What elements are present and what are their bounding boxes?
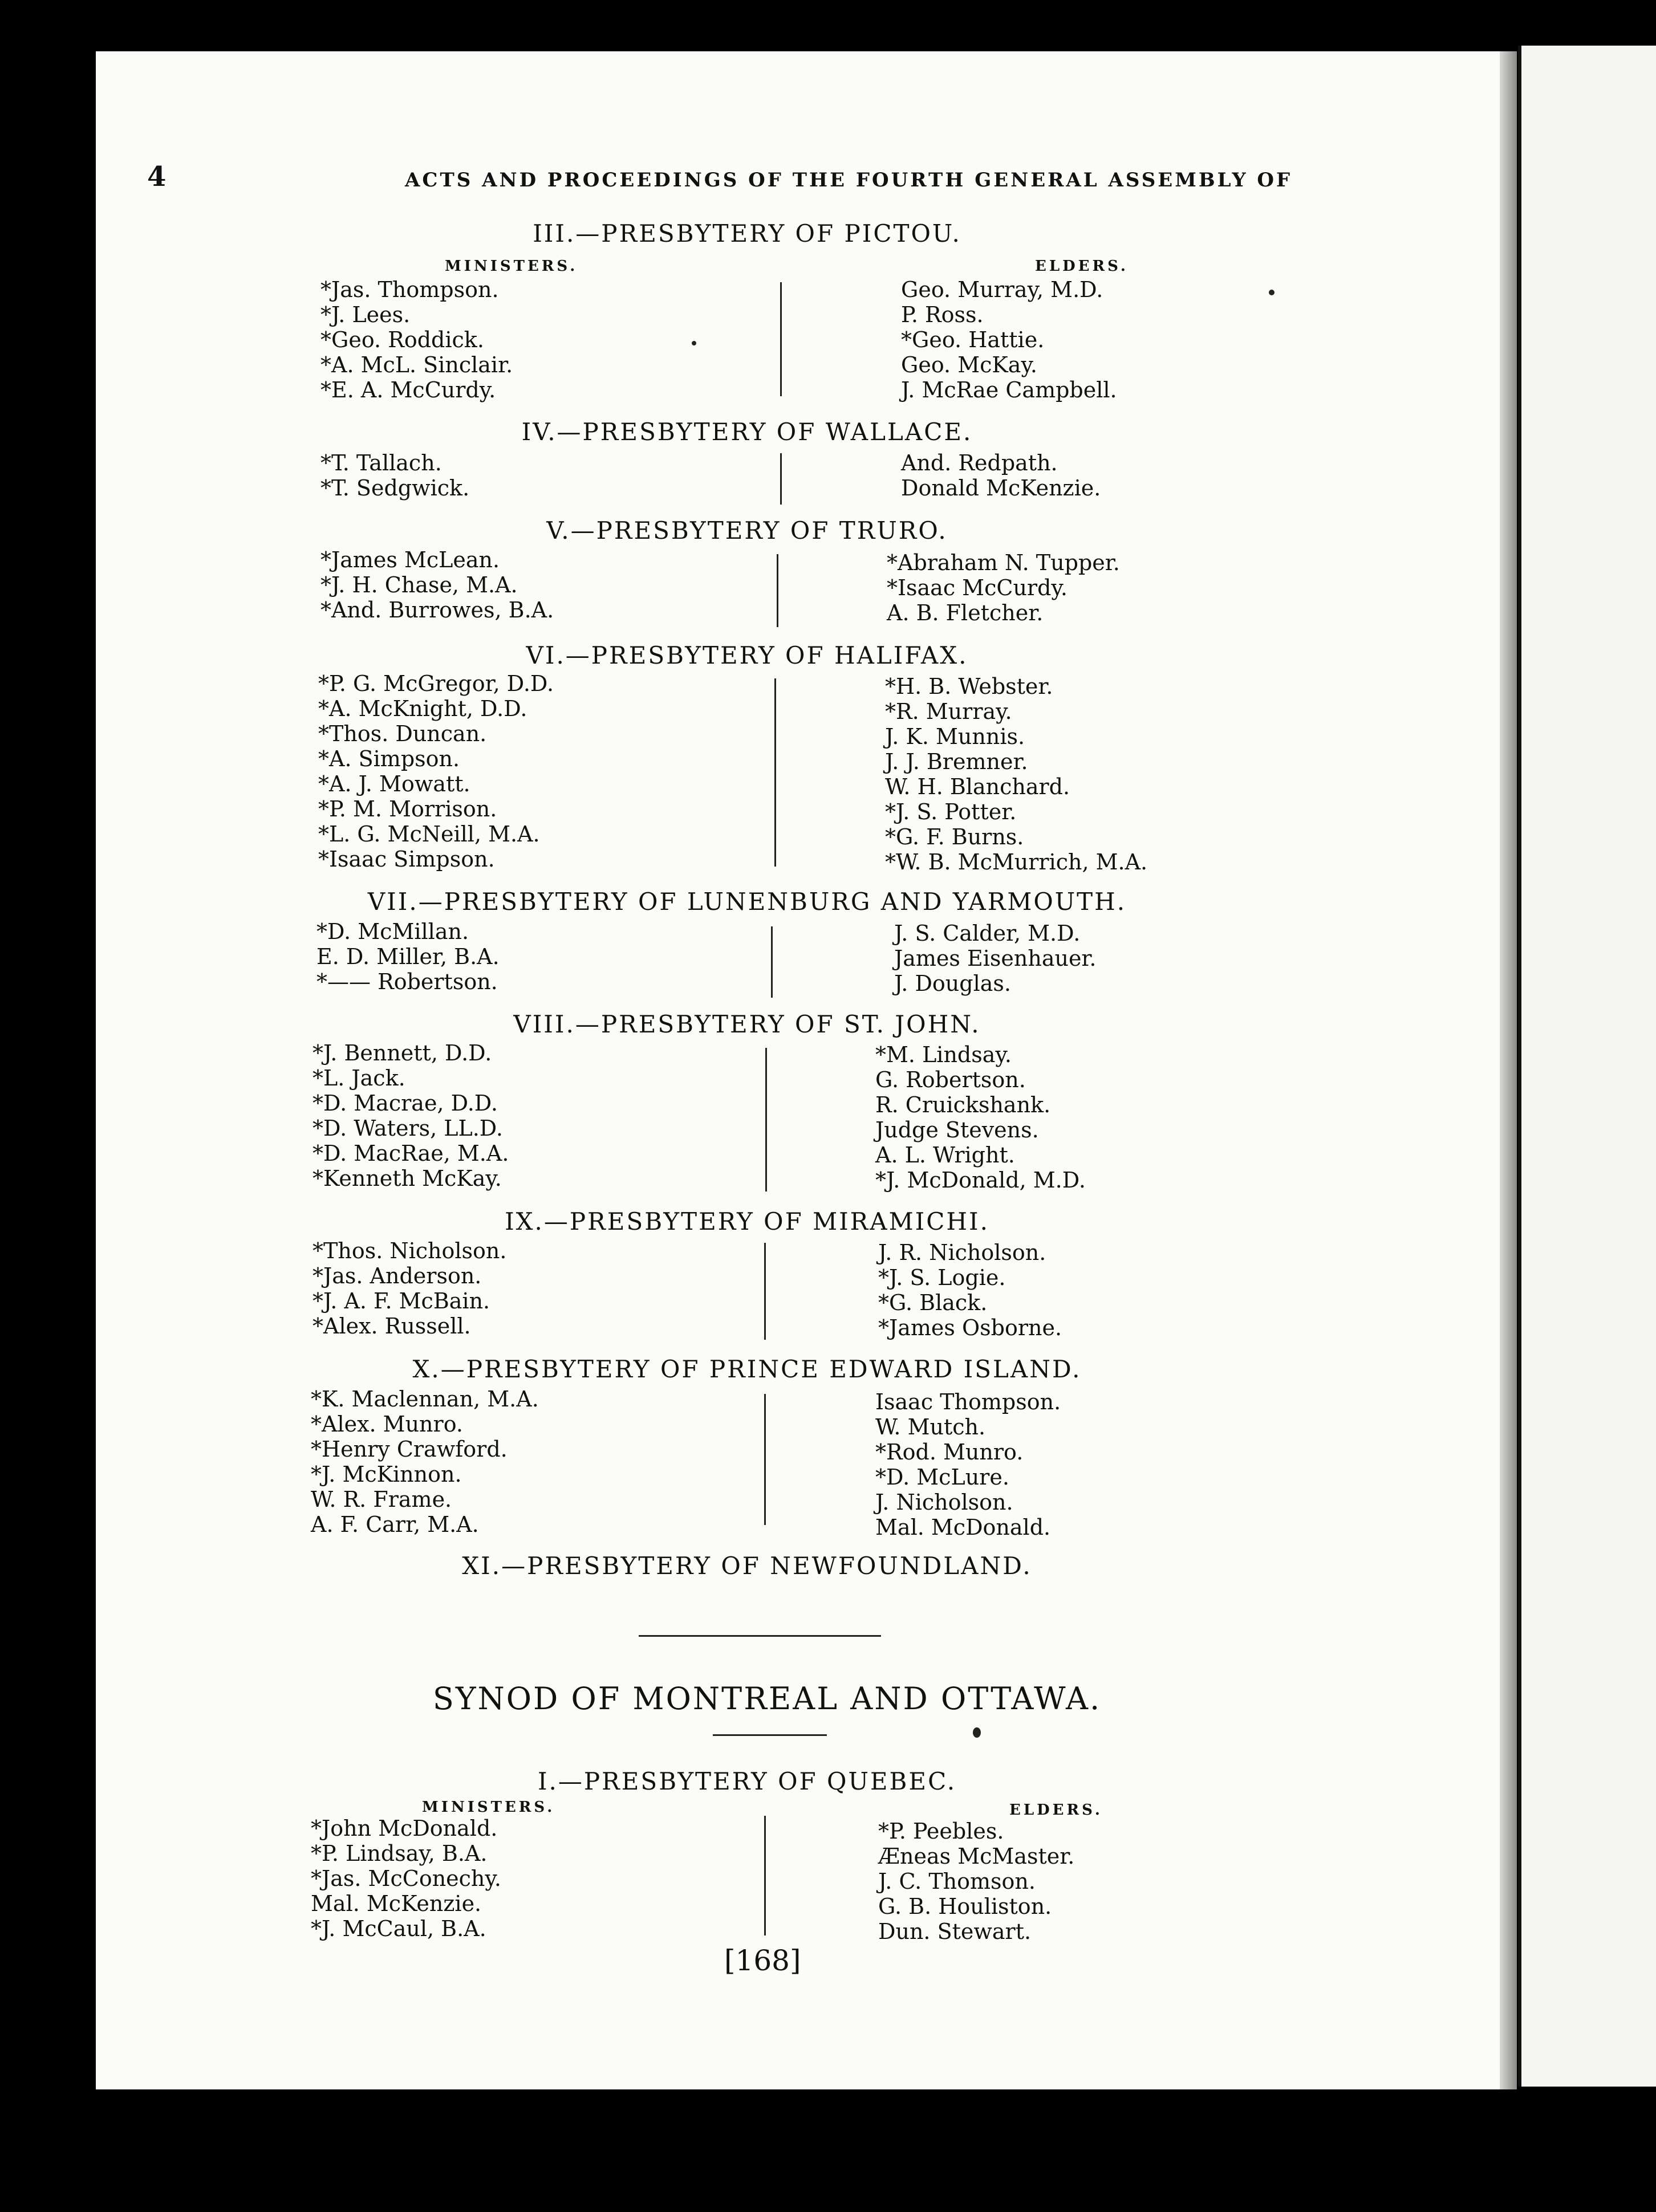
minister-name: *J. Bennett, D.D. [312,1040,492,1066]
elders-list [878,1240,1062,1340]
synod-title-rule [713,1734,827,1736]
minister-name: *D. Waters, LL.D. [312,1116,504,1141]
minister-name: E. D. Miller, B.A. [316,944,500,969]
minister-name: *—— Robertson. [316,969,498,994]
minister-name: A. F. Carr, M.A. [311,1512,479,1537]
elder-name: P. Ross. [901,302,984,327]
elder-name: J. Nicholson. [875,1490,1013,1515]
ministers-list [320,547,554,623]
minister-name: *D. McMillan. [316,919,469,944]
column-divider [780,282,782,396]
minister-name: *T. Tallach. [320,450,442,475]
elder-name: J. R. Nicholson. [878,1240,1046,1265]
elder-name: *P. Peebles. [878,1819,1004,1844]
column-divider [764,1243,766,1340]
elder-name: Judge Stevens. [875,1117,1039,1142]
signature-mark: [168] [724,1944,801,1977]
elder-name: Geo. McKay. [901,352,1037,377]
elders-list [875,1042,1086,1193]
minister-name: *Thos. Duncan. [318,721,487,746]
elder-name: *J. S. Logie. [878,1265,1006,1290]
elder-name: *Rod. Munro. [875,1440,1024,1465]
facing-page [1521,46,1656,2087]
elder-name: G. Robertson. [875,1067,1026,1092]
elder-name: *J. McDonald, M.D. [875,1168,1086,1193]
minister-name: *James McLean. [320,547,500,572]
minister-name: *John McDonald. [311,1816,498,1841]
elder-name: *M. Lindsay. [875,1042,1012,1067]
minister-name: *J. McKinnon. [311,1462,462,1487]
minister-name: *Isaac Simpson. [318,847,495,872]
minister-name: *P. M. Morrison. [318,796,497,822]
minister-name: *Alex. Munro. [311,1412,463,1437]
elder-name: *Isaac McCurdy. [887,575,1068,600]
elders-list [887,550,1120,625]
synod-title: SYNOD OF MONTREAL AND OTTAWA. [432,1681,1102,1717]
minister-name: *A. Simpson. [318,746,460,771]
column-divider [764,1816,766,1936]
elders-heading: ELDERS. [1035,258,1129,275]
elder-name: J. McRae Campbell. [901,377,1117,402]
column-divider [774,678,776,867]
elder-name: Æneas McMaster. [878,1844,1075,1869]
elder-name: G. B. Houliston. [878,1894,1052,1919]
elder-name: A. L. Wright. [875,1142,1015,1168]
minister-name: *K. Maclennan, M.A. [311,1386,539,1412]
running-head: ACTS AND PROCEEDINGS OF THE FOURTH GENERAL ASSEMBLY OF [405,169,1293,192]
column-divider [780,453,782,505]
ministers-heading: MINISTERS. [445,258,578,275]
elders-heading: ELDERS. [1009,1802,1103,1819]
elder-name: J. Douglas. [894,971,1011,996]
minister-name: *Jas. Thompson. [320,277,499,302]
minister-name: *Jas. Anderson. [312,1263,482,1288]
ministers-heading: MINISTERS. [422,1799,555,1816]
elder-name: And. Redpath. [901,450,1058,475]
minister-name: *Geo. Roddick. [320,327,484,352]
elders-list [885,674,1147,875]
ministers-list [312,1238,506,1339]
scan-speck [1269,290,1275,295]
minister-name: Mal. McKenzie. [311,1891,482,1916]
ministers-list [311,1386,539,1537]
column-divider [765,1048,767,1192]
presbytery-title: VII.—PRESBYTERY OF LUNENBURG AND YARMOUTH. [367,888,1127,916]
ministers-list [312,1040,509,1191]
elder-name: Geo. Murray, M.D. [901,277,1103,302]
elder-name: Donald McKenzie. [901,475,1101,501]
elders-list [875,1389,1061,1540]
ministers-list [320,450,469,501]
presbytery-title: I.—PRESBYTERY OF QUEBEC. [537,1767,957,1795]
elders-list [901,277,1117,402]
elder-name: R. Cruickshank. [875,1092,1051,1117]
minister-name: *A. McKnight, D.D. [318,696,527,721]
elder-name: Isaac Thompson. [875,1389,1061,1414]
elder-name: *J. S. Potter. [885,799,1017,824]
minister-name: *P. G. McGregor, D.D. [318,671,554,696]
minister-name: *Thos. Nicholson. [312,1238,507,1263]
minister-name: *E. A. McCurdy. [320,377,496,402]
minister-name: *J. Lees. [320,302,411,327]
scan-speck [692,341,696,345]
elders-list [894,921,1097,996]
elder-name: Mal. McDonald. [875,1515,1051,1540]
elder-name: *D. McLure. [875,1465,1009,1490]
elder-name: J. S. Calder, M.D. [894,921,1081,946]
elder-name: J. J. Bremner. [885,749,1028,774]
scan-speck [973,1727,981,1738]
elder-name: *Abraham N. Tupper. [887,550,1120,575]
minister-name: *Kenneth McKay. [312,1166,502,1191]
minister-name: *J. A. F. McBain. [312,1288,490,1314]
presbytery-title: III.—PRESBYTERY OF PICTOU. [533,219,961,247]
minister-name: *J. McCaul, B.A. [311,1916,486,1941]
minister-name: *D. MacRae, M.A. [312,1141,509,1166]
column-divider [764,1394,766,1525]
ministers-list [316,919,500,994]
column-divider [771,926,773,998]
elder-name: J. C. Thomson. [878,1869,1036,1894]
ministers-list [320,277,513,402]
minister-name: *A. J. Mowatt. [318,771,470,796]
presbytery-title: VI.—PRESBYTERY OF HALIFAX. [526,641,968,669]
elder-name: W. H. Blanchard. [885,774,1070,799]
elder-name: *James Osborne. [878,1315,1062,1340]
elders-list [901,450,1101,501]
presbytery-title: IX.—PRESBYTERY OF MIRAMICHI. [505,1207,989,1235]
elder-name: J. K. Munnis. [885,724,1025,749]
minister-name: *L. G. McNeill, M.A. [318,822,540,847]
minister-name: *J. H. Chase, M.A. [320,572,518,597]
elder-name: W. Mutch. [875,1414,986,1440]
minister-name: *And. Burrowes, B.A. [320,597,554,623]
ministers-list [318,671,554,872]
elder-name: *H. B. Webster. [885,674,1053,699]
elder-name: *W. B. McMurrich, M.A. [885,849,1148,875]
elder-name: *Geo. Hattie. [901,327,1045,352]
page-number: 4 [147,161,167,193]
presbytery-title: VIII.—PRESBYTERY OF ST. JOHN. [513,1010,981,1038]
minister-name: *Henry Crawford. [311,1437,508,1462]
minister-name: *T. Sedgwick. [320,475,470,501]
elder-name: Dun. Stewart. [878,1919,1032,1944]
presbytery-title: IV.—PRESBYTERY OF WALLACE. [521,418,973,446]
minister-name: *L. Jack. [312,1066,405,1091]
elders-list [878,1819,1074,1944]
elder-name: *R. Murray. [885,699,1012,724]
minister-name: *A. McL. Sinclair. [320,352,513,377]
column-divider [777,554,778,627]
elder-name: *G. F. Burns. [885,824,1024,849]
presbytery-title: V.—PRESBYTERY OF TRURO. [546,517,948,544]
minister-name: W. R. Frame. [311,1487,452,1512]
section-rule [639,1635,881,1637]
page-edge [1500,51,1517,2089]
elder-name: *G. Black. [878,1290,988,1315]
presbytery-title: X.—PRESBYTERY OF PRINCE EDWARD ISLAND. [412,1355,1082,1383]
minister-name: *D. Macrae, D.D. [312,1091,498,1116]
presbytery-title: XI.—PRESBYTERY OF NEWFOUNDLAND. [462,1552,1032,1580]
minister-name: *Jas. McConechy. [311,1866,501,1891]
minister-name: *P. Lindsay, B.A. [311,1841,488,1866]
elder-name: James Eisenhauer. [894,946,1097,971]
ministers-list [311,1816,501,1941]
elder-name: A. B. Fletcher. [887,600,1044,625]
minister-name: *Alex. Russell. [312,1314,471,1339]
